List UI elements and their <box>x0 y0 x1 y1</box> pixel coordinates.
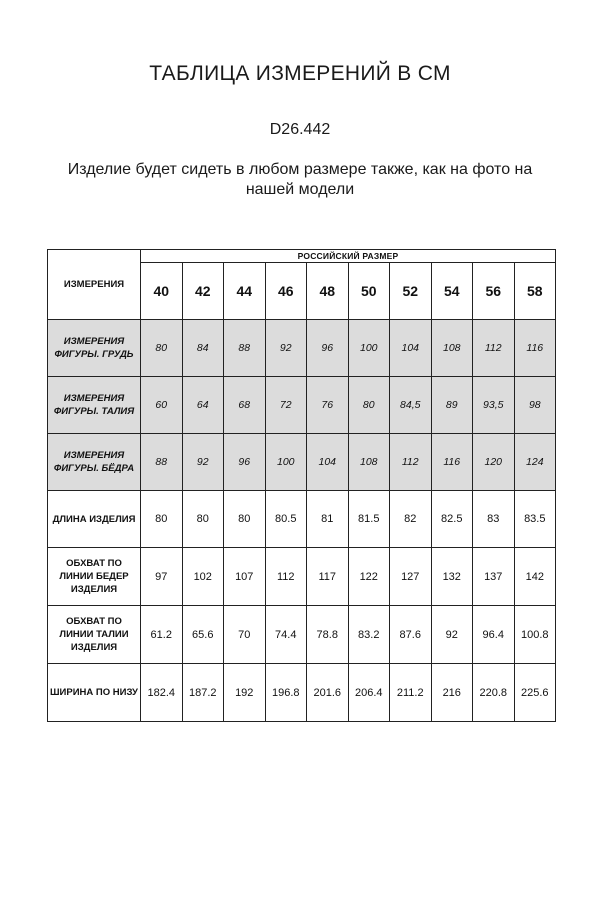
value-cell: 96 <box>224 434 266 491</box>
value-cell: 70 <box>224 606 266 664</box>
row-label: ШИРИНА ПО НИЗУ <box>48 664 141 722</box>
value-cell: 93,5 <box>473 377 515 434</box>
row-label: ДЛИНА ИЗДЕЛИЯ <box>48 491 141 548</box>
value-cell: 65.6 <box>182 606 224 664</box>
value-cell: 102 <box>182 548 224 606</box>
figure-measurement-row <box>48 434 556 491</box>
row-label: ИЗМЕРЕНИЯ ФИГУРЫ. ГРУДЬ <box>48 320 141 377</box>
value-cell: 87.6 <box>390 606 432 664</box>
size-header-cell: 56 <box>473 263 515 320</box>
value-cell: 124 <box>514 434 556 491</box>
value-cell: 92 <box>182 434 224 491</box>
value-cell: 206.4 <box>348 664 390 722</box>
value-cell: 107 <box>224 548 266 606</box>
size-header-cell: 46 <box>265 263 307 320</box>
value-cell: 80 <box>141 320 183 377</box>
value-cell: 127 <box>390 548 432 606</box>
value-cell: 216 <box>431 664 473 722</box>
row-label: ОБХВАТ ПО ЛИНИИ ТАЛИИ ИЗДЕЛИЯ <box>48 606 141 664</box>
value-cell: 68 <box>224 377 266 434</box>
fit-note: Изделие будет сидеть в любом размере также, как на фото на нашей модели <box>67 161 533 198</box>
value-cell: 196.8 <box>265 664 307 722</box>
value-cell: 187.2 <box>182 664 224 722</box>
size-header-cell: 44 <box>224 263 266 320</box>
value-cell: 81 <box>307 491 349 548</box>
value-cell: 220.8 <box>473 664 515 722</box>
size-header-cell: 54 <box>431 263 473 320</box>
value-cell: 117 <box>307 548 349 606</box>
figure-measurement-row <box>48 320 556 377</box>
size-header-cell: 58 <box>514 263 556 320</box>
size-header-cell: 50 <box>348 263 390 320</box>
row-label: ОБХВАТ ПО ЛИНИИ БЕДЕР ИЗДЕЛИЯ <box>48 548 141 606</box>
value-cell: 83.5 <box>514 491 556 548</box>
value-cell: 92 <box>265 320 307 377</box>
value-cell: 84 <box>182 320 224 377</box>
value-cell: 89 <box>431 377 473 434</box>
size-group-header: РОССИЙСКИЙ РАЗМЕР <box>141 250 556 263</box>
value-cell: 61.2 <box>141 606 183 664</box>
garment-measurement-row <box>48 491 556 548</box>
value-cell: 201.6 <box>307 664 349 722</box>
value-cell: 78.8 <box>307 606 349 664</box>
value-cell: 97 <box>141 548 183 606</box>
row-label: ИЗМЕРЕНИЯ ФИГУРЫ. БЁДРА <box>48 434 141 491</box>
value-cell: 104 <box>307 434 349 491</box>
value-cell: 122 <box>348 548 390 606</box>
value-cell: 182.4 <box>141 664 183 722</box>
value-cell: 72 <box>265 377 307 434</box>
garment-measurement-row <box>48 548 556 606</box>
garment-measurement-row <box>48 664 556 722</box>
value-cell: 108 <box>431 320 473 377</box>
value-cell: 116 <box>431 434 473 491</box>
value-cell: 80 <box>182 491 224 548</box>
figure-measurement-row <box>48 377 556 434</box>
value-cell: 116 <box>514 320 556 377</box>
size-table <box>47 249 556 722</box>
value-cell: 92 <box>431 606 473 664</box>
size-group-row <box>48 250 556 263</box>
value-cell: 74.4 <box>265 606 307 664</box>
value-cell: 82 <box>390 491 432 548</box>
value-cell: 80 <box>348 377 390 434</box>
value-cell: 112 <box>390 434 432 491</box>
value-cell: 80 <box>141 491 183 548</box>
value-cell: 76 <box>307 377 349 434</box>
size-header-cell: 42 <box>182 263 224 320</box>
value-cell: 80.5 <box>265 491 307 548</box>
value-cell: 112 <box>473 320 515 377</box>
value-cell: 142 <box>514 548 556 606</box>
value-cell: 83.2 <box>348 606 390 664</box>
value-cell: 98 <box>514 377 556 434</box>
value-cell: 100 <box>348 320 390 377</box>
size-header-cell: 40 <box>141 263 183 320</box>
value-cell: 64 <box>182 377 224 434</box>
page-title: ТАБЛИЦА ИЗМЕРЕНИЙ В СМ <box>149 62 451 85</box>
value-cell: 120 <box>473 434 515 491</box>
value-cell: 132 <box>431 548 473 606</box>
row-label: ИЗМЕРЕНИЯ ФИГУРЫ. ТАЛИЯ <box>48 377 141 434</box>
value-cell: 96.4 <box>473 606 515 664</box>
size-header-cell: 48 <box>307 263 349 320</box>
value-cell: 84,5 <box>390 377 432 434</box>
value-cell: 108 <box>348 434 390 491</box>
value-cell: 83 <box>473 491 515 548</box>
value-cell: 225.6 <box>514 664 556 722</box>
value-cell: 82.5 <box>431 491 473 548</box>
value-cell: 80 <box>224 491 266 548</box>
product-code: D26.442 <box>269 121 331 138</box>
value-cell: 100 <box>265 434 307 491</box>
value-cell: 211.2 <box>390 664 432 722</box>
value-cell: 96 <box>307 320 349 377</box>
value-cell: 104 <box>390 320 432 377</box>
value-cell: 88 <box>141 434 183 491</box>
value-cell: 192 <box>224 664 266 722</box>
garment-measurement-row <box>48 606 556 664</box>
value-cell: 60 <box>141 377 183 434</box>
value-cell: 112 <box>265 548 307 606</box>
value-cell: 100.8 <box>514 606 556 664</box>
measurements-header: ИЗМЕРЕНИЯ <box>48 250 141 320</box>
size-header-cell: 52 <box>390 263 432 320</box>
value-cell: 88 <box>224 320 266 377</box>
value-cell: 81.5 <box>348 491 390 548</box>
value-cell: 137 <box>473 548 515 606</box>
